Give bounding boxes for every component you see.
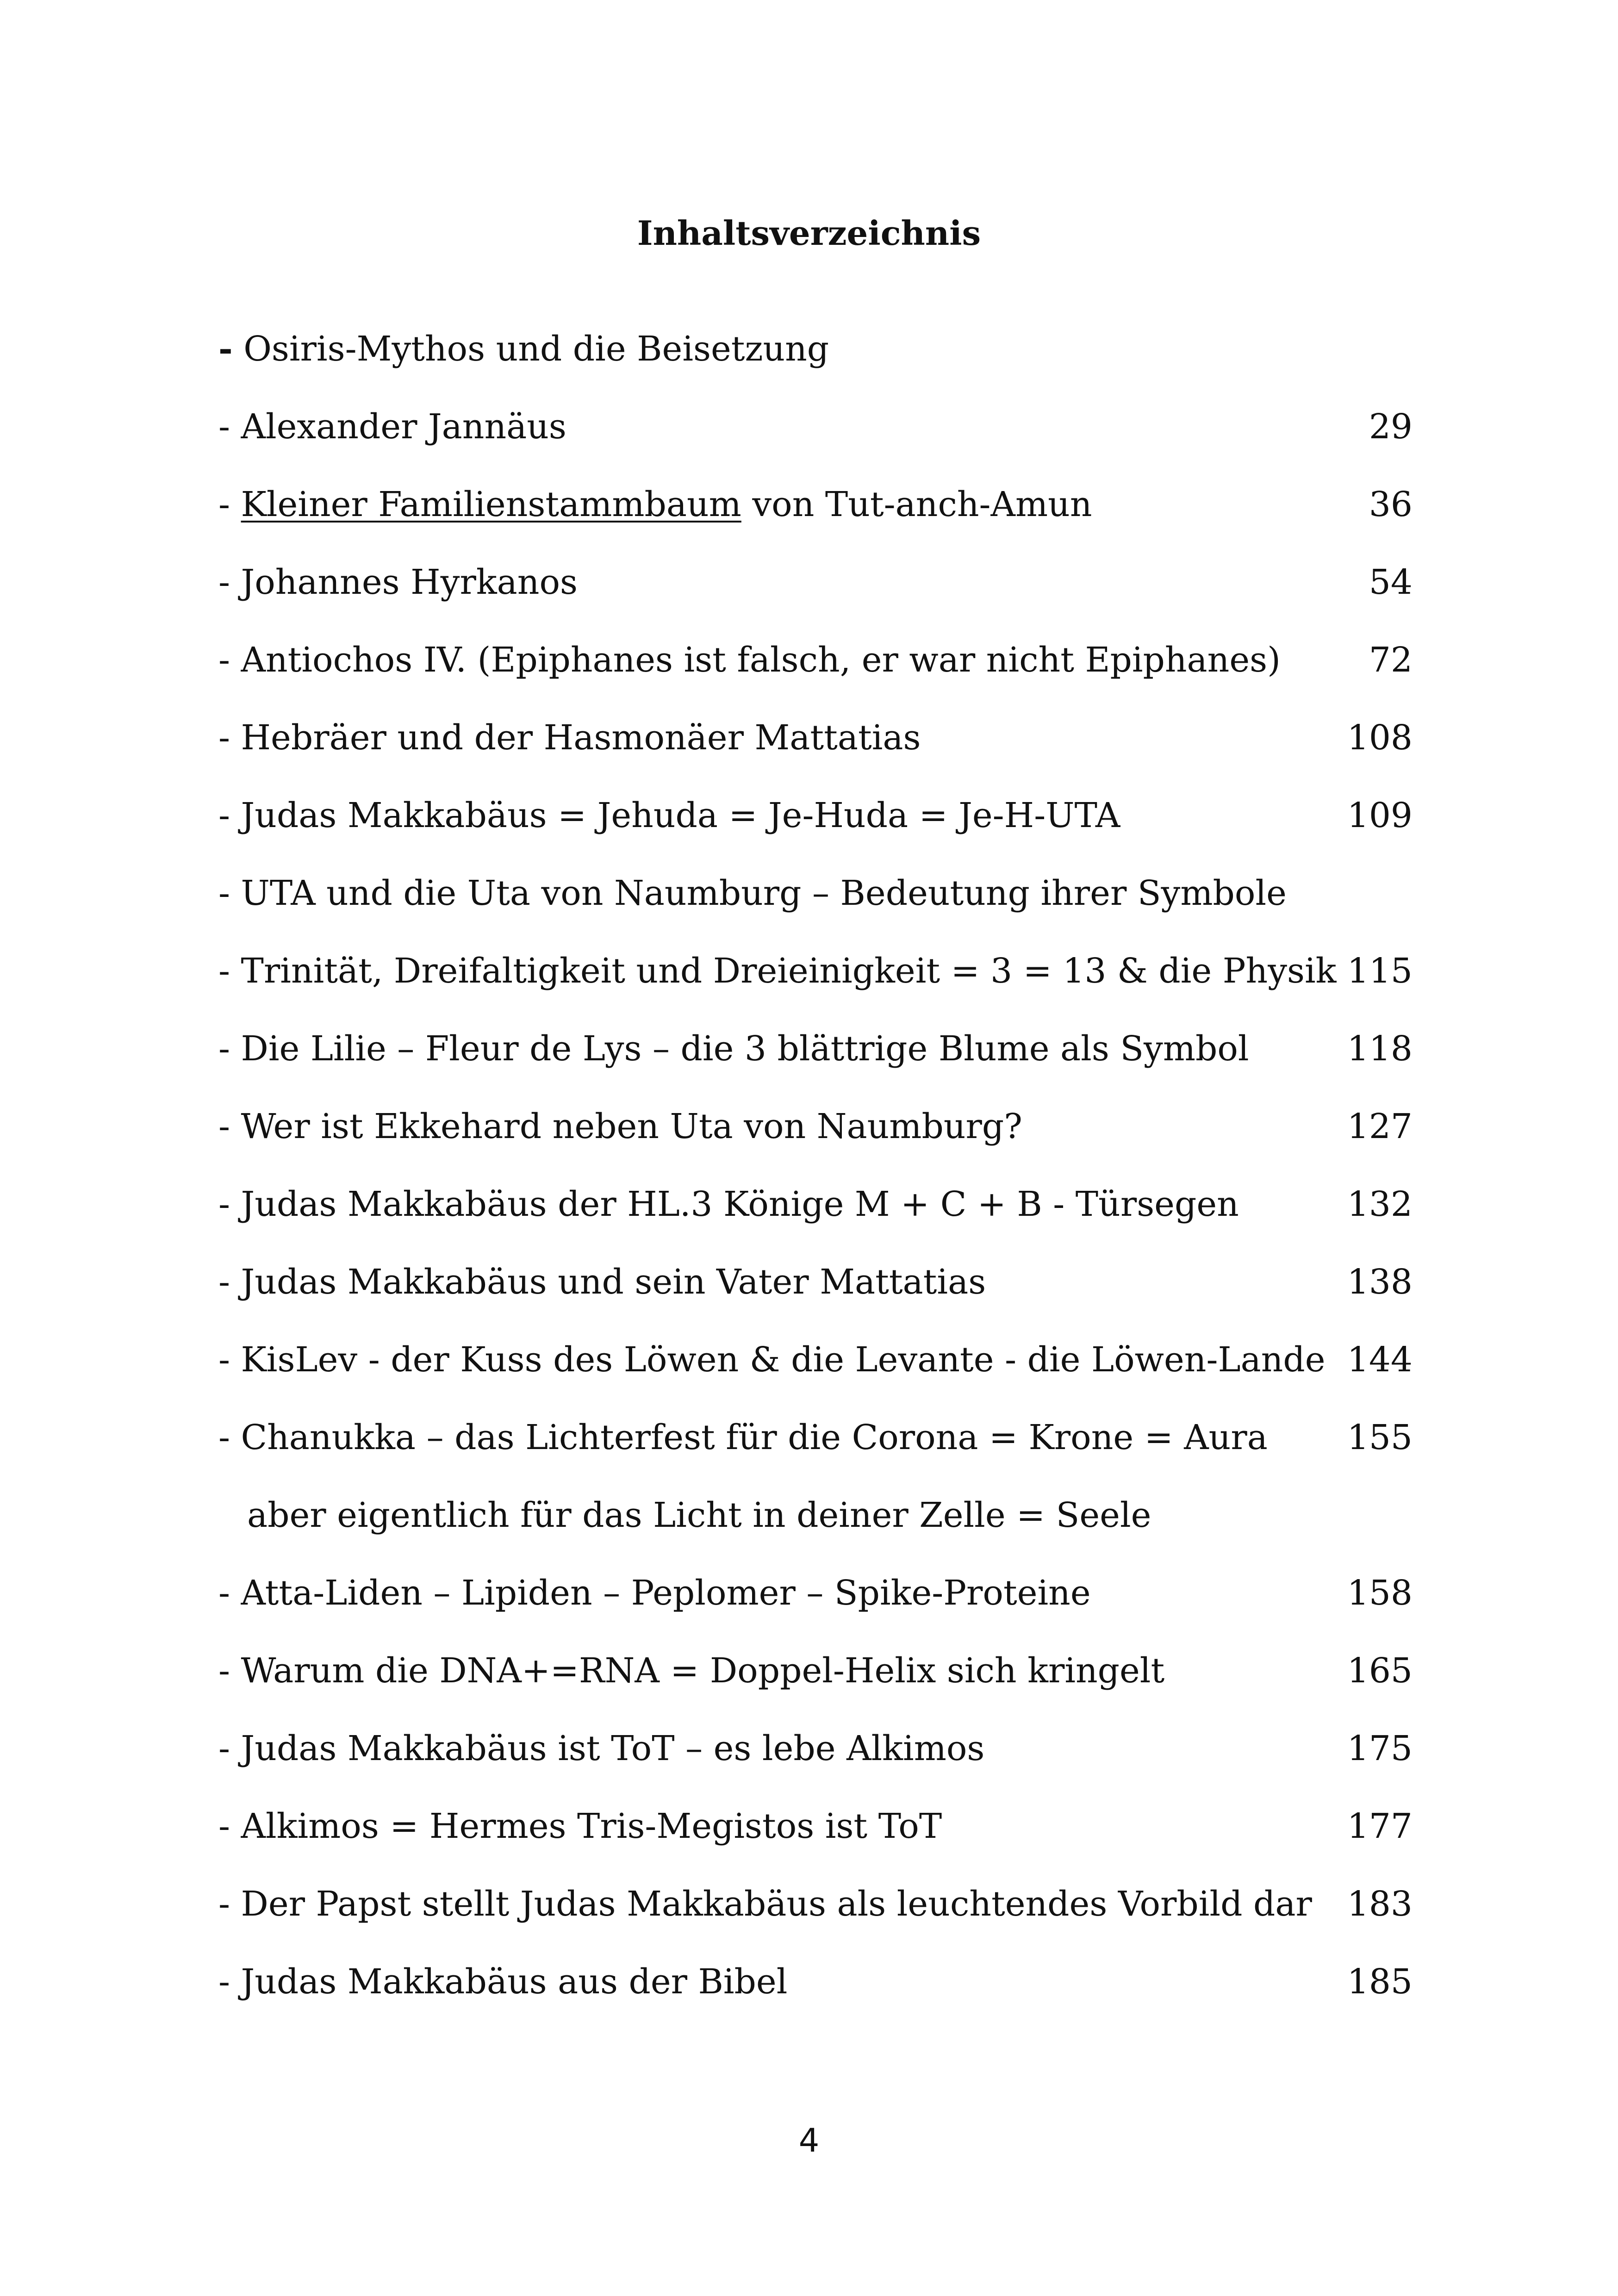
toc-entry-title: - Judas Makkabäus und sein Vater Mattatias (218, 1262, 986, 1302)
toc-entry-title: - Warum die DNA+=RNA = Doppel-Helix sich kringelt (218, 1651, 1165, 1691)
toc-entry-page: 72 (1369, 640, 1413, 680)
table-of-contents (218, 0, 1413, 2129)
toc-entry-page: 132 (1347, 1184, 1413, 1224)
toc-entry (218, 949, 1413, 993)
toc-entry-page: 165 (1347, 1651, 1413, 1691)
toc-entry-title: - Die Lilie – Fleur de Lys – die 3 blättrige Blume als Symbol (218, 1029, 1249, 1069)
toc-entry-page: 175 (1347, 1729, 1413, 1768)
toc-entry (218, 404, 1413, 449)
toc-entry-continuation (218, 1493, 1413, 1537)
toc-entry-title: - Chanukka – das Lichterfest für die Corona = Krone = Aura (218, 1418, 1268, 1457)
toc-entry-title: - Alkimos = Hermes Tris-Megistos ist ToT (218, 1806, 942, 1846)
toc-entry-page: 155 (1347, 1418, 1413, 1457)
toc-entry-title: - Atta-Liden – Lipiden – Peplomer – Spike-Proteine (218, 1573, 1091, 1613)
toc-entry-title: - Trinität, Dreifaltigkeit und Dreieinigkeit = 3 = 13 & die Physik (218, 951, 1337, 991)
toc-entry-page: 127 (1347, 1107, 1413, 1146)
toc-entry-title: - Der Papst stellt Judas Makkabäus als leuchtendes Vorbild dar (218, 1884, 1312, 1924)
toc-entry (218, 560, 1413, 604)
toc-entry-title (218, 482, 1092, 527)
page-number: 4 (798, 2122, 820, 2159)
toc-entry (218, 1182, 1413, 1226)
toc-entry-title: - Alexander Jannäus (218, 407, 566, 447)
toc-entry (218, 1260, 1413, 1304)
toc-entry (218, 716, 1413, 760)
toc-entry (218, 1882, 1413, 1926)
toc-entry-page: 158 (1347, 1573, 1413, 1613)
toc-entry-title: - KisLev - der Kuss des Löwen & die Levante - die Löwen-Lande (218, 1340, 1326, 1380)
toc-entry-page: 144 (1347, 1340, 1413, 1380)
toc-entry-title: - Judas Makkabäus der HL.3 Könige M + C + B - Türsegen (218, 1184, 1239, 1224)
toc-entry-title: - Judas Makkabäus ist ToT – es lebe Alkimos (218, 1729, 985, 1768)
toc-entry-underlined-text: Kleiner Familienstammbaum (241, 485, 741, 524)
toc-entry-page: 118 (1347, 1029, 1413, 1069)
toc-entry (218, 327, 1413, 371)
toc-entry-title: - UTA und die Uta von Naumburg – Bedeutung ihrer Symbole (218, 873, 1287, 913)
toc-entry (218, 793, 1413, 838)
toc-entry-page: 54 (1369, 562, 1413, 602)
toc-entry (218, 638, 1413, 682)
toc-entry-title: aber eigentlich für das Licht in deiner Zelle = Seele (247, 1495, 1151, 1535)
toc-entry (218, 1571, 1413, 1615)
toc-entry-dash: - (218, 329, 233, 369)
toc-entry-page: 115 (1347, 951, 1413, 991)
toc-entry (218, 1338, 1413, 1382)
toc-entry (218, 1960, 1413, 2004)
toc-entry-page: 108 (1347, 718, 1413, 758)
toc-entry (218, 1415, 1413, 1460)
toc-entry-title: - Wer ist Ekkehard neben Uta von Naumburg? (218, 1107, 1022, 1146)
toc-entry-page: 109 (1347, 796, 1413, 835)
toc-entry-page: 183 (1347, 1884, 1413, 1924)
toc-entry-title: - Johannes Hyrkanos (218, 562, 578, 602)
page-title: Inhaltsverzeichnis (637, 213, 981, 253)
toc-entry-page: 185 (1347, 1962, 1413, 2002)
toc-entry-title: - Judas Makkabäus aus der Bibel (218, 1962, 788, 2002)
toc-entry (218, 1649, 1413, 1693)
toc-entry (218, 1104, 1413, 1149)
toc-entry-title (218, 327, 829, 371)
toc-entry-text: von Tut-anch-Amun (741, 485, 1092, 524)
toc-entry-prefix: - (218, 485, 241, 524)
toc-entry (218, 1726, 1413, 1771)
toc-entry-page: 29 (1369, 407, 1413, 447)
toc-entry-text: Osiris-Mythos und die Beisetzung (232, 329, 829, 369)
toc-entry-page: 36 (1369, 485, 1413, 524)
toc-entry (218, 482, 1413, 527)
toc-entry (218, 1027, 1413, 1071)
toc-entry-title: - Antiochos IV. (Epiphanes ist falsch, er war nicht Epiphanes) (218, 640, 1281, 680)
toc-entry (218, 871, 1413, 915)
toc-entry-title: - Judas Makkabäus = Jehuda = Je-Huda = Je-H-UTA (218, 796, 1120, 835)
toc-entry (218, 1804, 1413, 1848)
toc-entry-page: 138 (1347, 1262, 1413, 1302)
toc-entry-page: 177 (1347, 1806, 1413, 1846)
toc-entry-title: - Hebräer und der Hasmonäer Mattatias (218, 718, 921, 758)
